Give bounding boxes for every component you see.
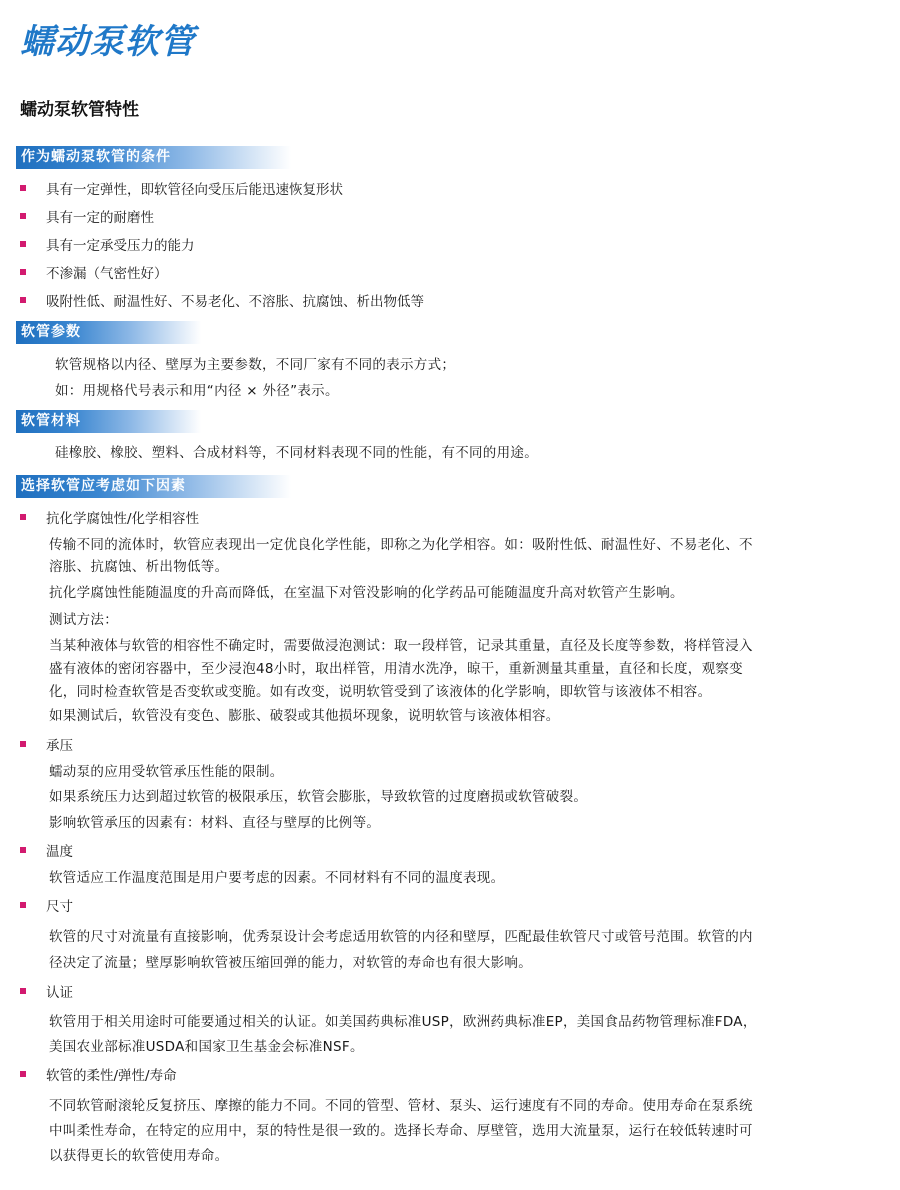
page-title: 蠕动泵软管	[20, 22, 195, 62]
paragraph-line: 美国农业部标准USDA和国家卫生基金会标准NSF。	[49, 1039, 364, 1055]
section-heading-parameters: 软管参数	[16, 321, 201, 344]
list-item: 不渗漏（气密性好）	[20, 264, 168, 284]
list-item: 具有一定弹性，即软管径向受压后能迅速恢复形状	[20, 180, 343, 200]
list-item: 具有一定的耐磨性	[20, 208, 154, 228]
bullet-icon	[20, 1071, 26, 1077]
list-item: 认证	[20, 983, 73, 1003]
bullet-icon	[20, 185, 26, 191]
page-subtitle: 蠕动泵软管特性	[20, 100, 139, 120]
bullet-icon	[20, 269, 26, 275]
paragraph-line: 中叫柔性寿命，在特定的应用中，泵的特性是很一致的。选择长寿命、厚壁管，选用大流量泵，运行在较低转速时可	[49, 1123, 753, 1139]
paragraph-line: 化，同时检查软管是否变软或变脆。如有改变，说明软管受到了该液体的化学影响，即软管与该液体不相容。	[49, 684, 712, 700]
list-item: 软管的柔性/弹性/寿命	[20, 1066, 177, 1086]
list-item: 具有一定承受压力的能力	[20, 236, 195, 256]
paragraph-line: 不同软管耐滚轮反复挤压、摩擦的能力不同。不同的管型、管材、泵头、运行速度有不同的寿命。使用寿命在泵系统	[49, 1098, 753, 1114]
paragraph-line: 以获得更长的软管使用寿命。	[49, 1148, 229, 1164]
paragraph-line: 径决定了流量；壁厚影响软管被压缩回弹的能力，对软管的寿命也有很大影响。	[49, 955, 532, 971]
section-heading-conditions: 作为蠕动泵软管的条件	[16, 146, 291, 169]
list-item: 吸附性低、耐温性好、不易老化、不溶胀、抗腐蚀、析出物低等	[20, 292, 424, 312]
paragraph-line: 影响软管承压的因素有：材料、直径与壁厚的比例等。	[49, 815, 381, 831]
paragraph-line: 当某种液体与软管的相容性不确定时，需要做浸泡测试：取一段样管，记录其重量，直径及长度等参数，将样管浸入	[49, 638, 753, 654]
bullet-icon	[20, 297, 26, 303]
paragraph-line: 盛有液体的密闭容器中，至少浸泡48小时，取出样管，用清水洗净，晾干，重新测量其重量，直径和长度，观察变	[49, 661, 743, 677]
paragraph-line: 抗化学腐蚀性能随温度的升高而降低，在室温下对管没影响的化学药品可能随温度升高对软管产生影响。	[49, 585, 684, 601]
list-item: 尺寸	[20, 897, 73, 917]
bullet-icon	[20, 902, 26, 908]
paragraph-line: 蠕动泵的应用受软管承压性能的限制。	[49, 764, 284, 780]
section-heading-factors: 选择软管应考虑如下因素	[16, 475, 291, 498]
section-heading-materials: 软管材料	[16, 410, 201, 433]
paragraph-line: 软管规格以内径、壁厚为主要参数，不同厂家有不同的表示方式；	[55, 357, 456, 373]
list-item: 抗化学腐蚀性/化学相容性	[20, 509, 199, 529]
paragraph-line: 如：用规格代号表示和用“内径 × 外径”表示。	[55, 383, 339, 399]
bullet-icon	[20, 988, 26, 994]
bullet-icon	[20, 241, 26, 247]
paragraph-line: 软管用于相关用途时可能要通过相关的认证。如美国药典标准USP，欧洲药典标准EP，美国食品药物管理标准FDA，	[49, 1014, 757, 1030]
paragraph-line: 测试方法：	[49, 612, 118, 628]
paragraph-line: 如果系统压力达到超过软管的极限承压，软管会膨胀，导致软管的过度磨损或软管破裂。	[49, 789, 588, 805]
bullet-icon	[20, 847, 26, 853]
paragraph-line: 溶胀、抗腐蚀、析出物低等。	[49, 559, 229, 575]
paragraph-line: 软管适应工作温度范围是用户要考虑的因素。不同材料有不同的温度表现。	[49, 870, 505, 886]
list-item: 温度	[20, 842, 73, 862]
bullet-icon	[20, 741, 26, 747]
paragraph-line: 硅橡胶、橡胶、塑料、合成材料等，不同材料表现不同的性能，有不同的用途。	[55, 445, 538, 461]
bullet-icon	[20, 213, 26, 219]
bullet-icon	[20, 514, 26, 520]
paragraph-line: 传输不同的流体时，软管应表现出一定优良化学性能，即称之为化学相容。如：吸附性低、耐温性好、不易老化、不	[49, 537, 753, 553]
list-item: 承压	[20, 736, 73, 756]
paragraph-line: 如果测试后，软管没有变色、膨胀、破裂或其他损坏现象，说明软管与该液体相容。	[49, 708, 560, 724]
paragraph-line: 软管的尺寸对流量有直接影响，优秀泵设计会考虑适用软管的内径和壁厚，匹配最佳软管尺寸或管号范围。软管的内	[49, 929, 753, 945]
